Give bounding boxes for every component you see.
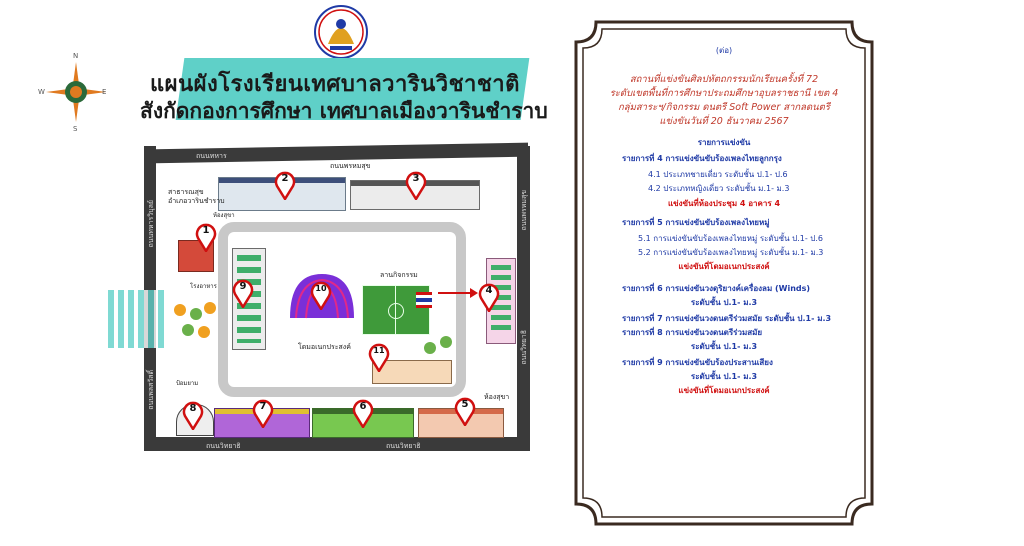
item-4-title: รายการที่ 4 การแข่งขันขับร้องเพลงไทยลูกกรุง: [622, 154, 782, 163]
marker-label: 1: [202, 225, 210, 236]
road-label-right-lower: ถนนวิทยาธิ: [520, 330, 528, 365]
entrance-stripes: [108, 290, 168, 348]
page-title-line2: สังกัดกองการศึกษา เทศบาลเมืองวารินชำราบ: [140, 99, 548, 123]
compass-e: E: [102, 88, 107, 96]
road-label-top-center: ถนนพรหมสุข: [330, 162, 371, 170]
label-toilet-bottom: ห้องสุขา: [484, 393, 510, 401]
item-9-venue: แข่งขันที่โดมอเนกประสงค์: [678, 386, 770, 395]
item-5-venue: แข่งขันที่โดมอเนกประสงค์: [678, 262, 770, 271]
marker-4[interactable]: [478, 282, 500, 312]
item-8-title: รายการที่ 8 การแข่งขันวงดนตรีร่วมสมัย: [622, 328, 763, 337]
road-label-bottom-left: ถนนวิทยาธิ: [206, 442, 241, 450]
road-label-bottom-center: ถนนวิทยาธิ: [386, 442, 421, 450]
marker-label: 4: [485, 285, 493, 296]
marker-10[interactable]: [310, 280, 332, 310]
item-4-1: 4.1 ประเภทชายเดี่ยว ระดับชั้น ป.1- ป.6: [648, 170, 788, 179]
info-panel: [574, 20, 874, 526]
panel-list-title: รายการแข่งขัน: [697, 138, 751, 147]
marker-6[interactable]: [352, 398, 374, 428]
marker-8[interactable]: [182, 400, 204, 430]
item-5-2: 5.2 การแข่งขันขับร้องเพลงไทยหมู่ ระดับชั้น ม.1- ม.3: [638, 248, 824, 257]
marker-3[interactable]: [405, 170, 427, 200]
marker-label: 8: [189, 403, 197, 414]
marker-label: 3: [412, 173, 420, 184]
marker-2[interactable]: [274, 170, 296, 200]
item-6-level: ระดับชั้น ป.1- ม.3: [690, 298, 758, 307]
marker-9[interactable]: [232, 278, 254, 308]
panel-continued: (ต่อ): [715, 46, 733, 55]
marker-7[interactable]: [252, 398, 274, 428]
road-label-top-left: ถนนทหาร: [196, 152, 227, 160]
road-label-left-lower: ถนนพลสวัสดิ์: [147, 370, 155, 410]
item-7-title: รายการที่ 7 การแข่งขันวงดนตรีร่วมสมัย ระดับชั้น ป.1- ม.3: [622, 314, 832, 323]
page-title-line1: แผนผังโรงเรียนเทศบาลวารินวิชาชาติ: [150, 72, 520, 97]
compass-s: S: [73, 125, 78, 133]
marker-1[interactable]: [195, 222, 217, 252]
item-6-title: รายการที่ 6 การแข่งขันวงดุริยางค์เครื่องลม (Winds): [622, 284, 811, 293]
road-label-left-upper: ถนนทหารวิบุลย์: [147, 200, 155, 248]
item-4-venue: แข่งขันที่ห้องประชุม 4 อาคาร 4: [667, 199, 781, 208]
item-4-2: 4.2 ประเภทหญิงเดี่ยว ระดับชั้น ม.1- ม.3: [648, 184, 790, 193]
panel-header-3: กลุ่มสาระฯ/กิจกรรม ดนตรี Soft Power สากลดนตรี: [618, 102, 830, 113]
compass-w: W: [38, 88, 45, 96]
marker-label: 9: [239, 281, 247, 292]
marker-5[interactable]: [454, 396, 476, 426]
panel-header-1: สถานที่แข่งขันศิลปหัตถกรรมนักเรียนครั้งที่ 72: [629, 74, 819, 85]
item-9-title: รายการที่ 9 การแข่งขันขับร้องประสานเสียง: [622, 358, 773, 367]
label-dome: โดมอเนกประสงค์: [298, 343, 351, 351]
label-guard: ป้อมยาม: [176, 380, 199, 387]
road-label-right-upper: ถนนพรหมสุข: [520, 190, 528, 231]
label-activity-yard: ลานกิจกรรม: [380, 271, 418, 279]
marker-label: 11: [373, 346, 385, 355]
panel-header-4: แข่งขันวันที่ 20 ธันวาคม 2567: [659, 116, 789, 127]
panel-header-2: ระดับเขตพื้นที่การศึกษาประถมศึกษาอุบลราชธานี เขต 4: [609, 88, 839, 99]
label-canteen: โรงอาหาร: [190, 283, 217, 290]
item-9-level: ระดับชั้น ป.1- ม.3: [690, 372, 758, 381]
item-8-level: ระดับชั้น ป.1- ม.3: [690, 342, 758, 351]
marker-label: 6: [359, 401, 367, 412]
label-toilet-top: ห้องสุขา: [213, 212, 235, 219]
item-5-title: รายการที่ 5 การแข่งขันขับร้องเพลงไทยหมู่: [622, 218, 770, 227]
compass-n: N: [73, 52, 79, 60]
marker-11[interactable]: [368, 342, 390, 372]
label-health-office: สาธารณสุข อำเภอวารินชำราบ: [168, 188, 225, 205]
road-bottom: [144, 437, 530, 451]
marker-label: 2: [281, 173, 289, 184]
marker-label: 10: [315, 284, 327, 293]
item-5-1: 5.1 การแข่งขันขับร้องเพลงไทยหมู่ ระดับชั้น ป.1- ป.6: [638, 234, 823, 243]
marker-label: 7: [259, 401, 267, 412]
marker-label: 5: [461, 399, 469, 410]
